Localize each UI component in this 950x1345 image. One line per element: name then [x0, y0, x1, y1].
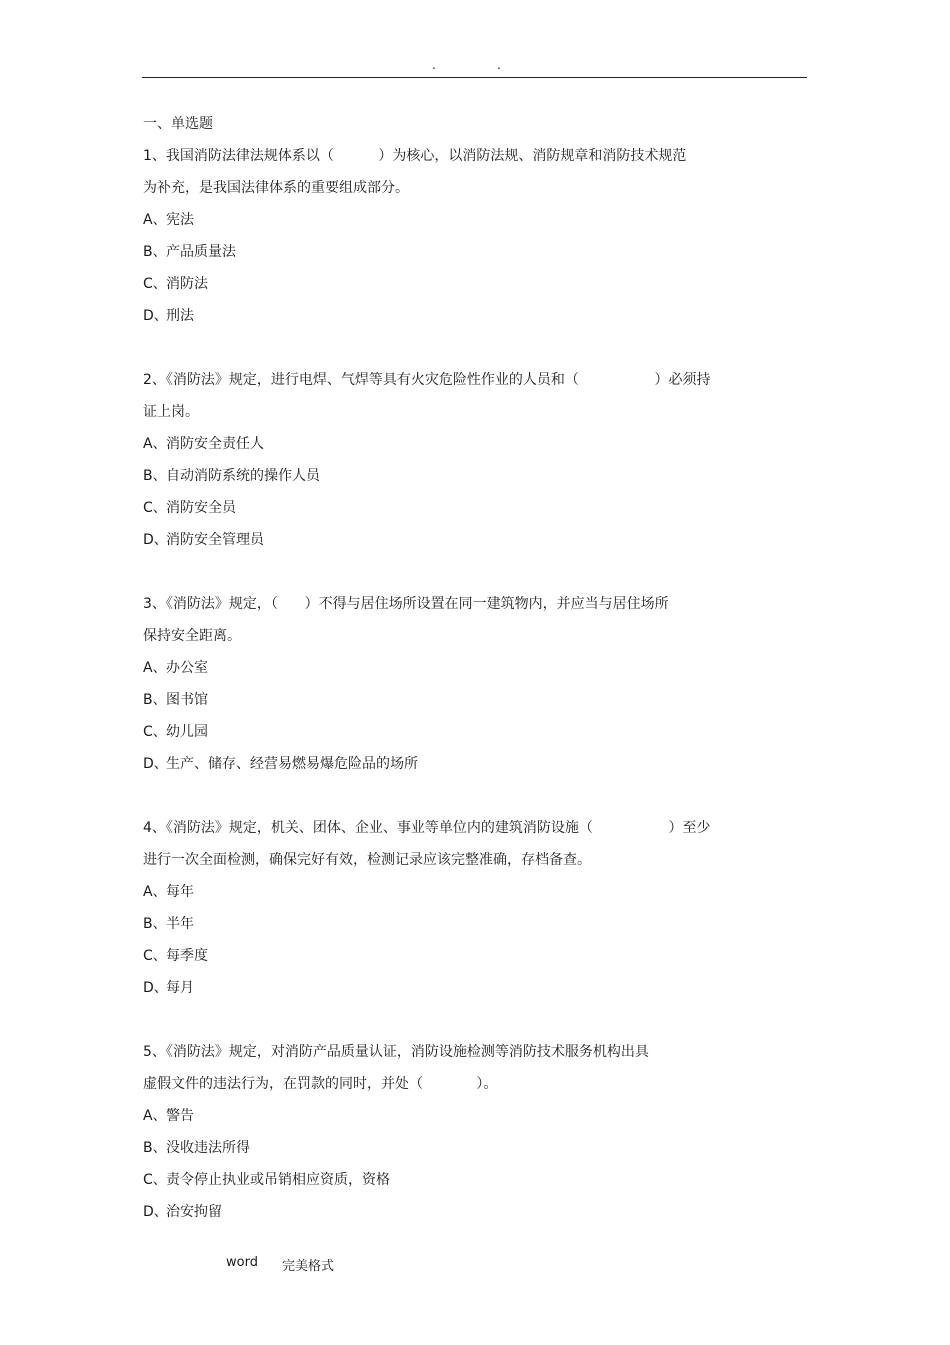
question-3-line-2: 保持安全距离。 [143, 628, 241, 644]
option-text: 每年 [166, 884, 194, 900]
question-4-option-c[interactable] [143, 945, 208, 965]
option-text: 宪法 [166, 212, 194, 228]
question-5-line-2: 虚假文件的违法行为，在罚款的同时，并处（ ）。 [143, 1076, 498, 1092]
option-letter: A、 [143, 1108, 167, 1124]
question-5-option-b[interactable] [143, 1137, 250, 1157]
option-letter: C、 [143, 948, 167, 964]
question-4-option-a[interactable] [143, 881, 194, 901]
header-rule [142, 77, 807, 78]
question-1-option-b[interactable] [143, 241, 236, 261]
option-letter: A、 [143, 436, 167, 452]
option-text: 消防安全管理员 [166, 532, 264, 548]
question-5-option-a[interactable] [143, 1105, 194, 1125]
option-letter: B、 [143, 916, 167, 932]
option-letter: D、 [143, 980, 168, 996]
option-text: 幼儿园 [166, 724, 208, 740]
header-dot-left: . [432, 58, 436, 72]
option-text: 消防安全责任人 [166, 436, 264, 452]
option-letter: C、 [143, 276, 167, 292]
question-2-option-a[interactable] [143, 433, 264, 453]
option-text: 每季度 [166, 948, 208, 964]
option-text: 每月 [166, 980, 194, 996]
question-4-line-2: 进行一次全面检测，确保完好有效，检测记录应该完整准确，存档备查。 [143, 852, 591, 868]
option-text: 图书馆 [166, 692, 208, 708]
option-text: 产品质量法 [166, 244, 236, 260]
question-4-option-d[interactable] [143, 977, 194, 997]
question-5-line-1: 5、《消防法》规定，对消防产品质量认证，消防设施检测等消防技术服务机构出具 [143, 1044, 649, 1060]
option-text: 半年 [166, 916, 194, 932]
option-letter: B、 [143, 244, 167, 260]
question-2-line-1: 2、《消防法》规定，进行电焊、气焊等具有火灾危险性作业的人员和（ ）必须持 [143, 372, 711, 388]
option-letter: C、 [143, 500, 167, 516]
question-3-option-b[interactable] [143, 689, 208, 709]
option-text: 刑法 [166, 308, 194, 324]
question-1-option-c[interactable] [143, 273, 208, 293]
option-letter: C、 [143, 1172, 167, 1188]
question-4-line-1: 4、《消防法》规定，机关、团体、企业、事业等单位内的建筑消防设施（ ）至少 [143, 820, 711, 836]
question-2-option-d[interactable] [143, 529, 264, 549]
option-letter: B、 [143, 692, 167, 708]
question-3-option-c[interactable] [143, 721, 208, 741]
section-title: 一、单选题 [143, 116, 213, 132]
option-letter: A、 [143, 884, 167, 900]
option-letter: A、 [143, 212, 167, 228]
header-dot-right: . [497, 58, 501, 72]
question-1-option-a[interactable] [143, 209, 194, 229]
question-1-line-1: 1、我国消防法律法规体系以（ ）为核心，以消防法规、消防规章和消防技术规范 [143, 148, 687, 164]
option-text: 消防安全员 [166, 500, 236, 516]
question-2-line-2: 证上岗。 [143, 404, 199, 420]
option-letter: B、 [143, 468, 167, 484]
question-1-line-2: 为补充，是我国法律体系的重要组成部分。 [143, 180, 409, 196]
option-letter: D、 [143, 532, 168, 548]
option-letter: D、 [143, 308, 168, 324]
option-text: 治安拘留 [166, 1204, 222, 1220]
footer-word: word [226, 1255, 258, 1270]
question-3-option-a[interactable] [143, 657, 208, 677]
option-text: 消防法 [166, 276, 208, 292]
option-letter: C、 [143, 724, 167, 740]
option-letter: B、 [143, 1140, 167, 1156]
option-text: 警告 [166, 1108, 194, 1124]
question-5-option-d[interactable] [143, 1201, 222, 1221]
question-2-option-b[interactable] [143, 465, 320, 485]
option-text: 自动消防系统的操作人员 [166, 468, 320, 484]
option-text: 没收违法所得 [166, 1140, 250, 1156]
question-4-option-b[interactable] [143, 913, 194, 933]
footer-label: 完美格式 [282, 1259, 335, 1274]
question-5-option-c[interactable] [143, 1169, 390, 1189]
option-text: 生产、储存、经营易燃易爆危险品的场所 [166, 756, 418, 772]
question-1-option-d[interactable] [143, 305, 194, 325]
option-letter: D、 [143, 756, 168, 772]
option-letter: A、 [143, 660, 167, 676]
question-3-option-d[interactable] [143, 753, 418, 773]
question-3-line-1: 3、《消防法》规定，（ ）不得与居住场所设置在同一建筑物内，并应当与居住场所 [143, 596, 669, 612]
option-text: 责令停止执业或吊销相应资质，资格 [166, 1172, 390, 1188]
option-letter: D、 [143, 1204, 168, 1220]
option-text: 办公室 [166, 660, 208, 676]
page-header [0, 58, 950, 74]
question-2-option-c[interactable] [143, 497, 236, 517]
